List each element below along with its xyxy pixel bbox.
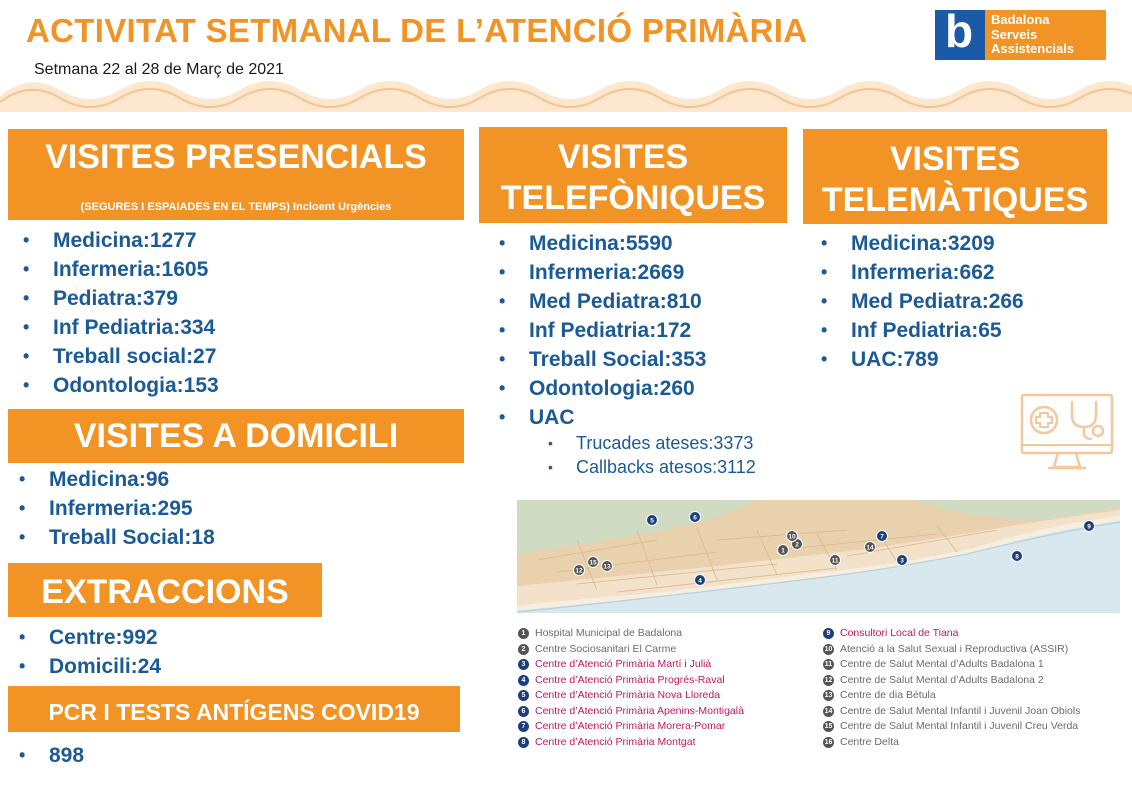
map-marker <box>865 542 876 553</box>
list-item: • UAC <box>499 403 706 432</box>
pcr-list <box>19 741 84 770</box>
svg-text:14: 14 <box>866 544 874 552</box>
list-item: • Odontologia:153 <box>23 371 219 400</box>
sub-list-item: • Trucades ateses:3373 <box>548 431 756 455</box>
list-item: • Domicili:24 <box>19 652 161 681</box>
uac-sublist <box>548 431 756 479</box>
legend-label: Centre Sociosanitari El Carme <box>535 642 677 655</box>
legend-item <box>518 626 744 642</box>
sub-list-item: • Callbacks atesos:3112 <box>548 455 756 479</box>
map-marker <box>690 512 701 523</box>
svg-text:3: 3 <box>900 557 904 565</box>
presencials-title: VISITES PRESENCIALS <box>45 138 427 176</box>
extraccions-title: EXTRACCIONS <box>41 573 289 611</box>
legend-item <box>518 673 744 689</box>
list-item: • Med Pediatra:810 <box>499 287 706 316</box>
pcr-header <box>8 686 460 732</box>
legend-number-icon: 1 <box>518 628 529 639</box>
list-item: • Medicina:5590 <box>499 229 706 258</box>
legend-item <box>823 704 1080 720</box>
page-title: ACTIVITAT SETMANAL DE L’ATENCIÓ PRIMÀRIA <box>26 12 808 49</box>
list-item: • Treball social:27 <box>23 342 219 371</box>
legend-label: Centre de Salut Mental d’Adults Badalona 1 <box>840 658 1044 670</box>
list-item: • Infermeria:2669 <box>499 258 706 287</box>
svg-text:7: 7 <box>880 533 884 541</box>
list-item: • Pediatra:379 <box>23 284 219 313</box>
legend-item <box>823 735 1080 751</box>
legend-item <box>518 719 744 735</box>
map-marker <box>695 575 706 586</box>
logo-text <box>991 13 1074 57</box>
svg-text:12: 12 <box>575 567 583 575</box>
logo-line-1: Badalona <box>991 12 1050 27</box>
legend-number-icon: 8 <box>518 737 529 748</box>
list-item: • Medicina:96 <box>19 465 215 494</box>
legend-label: Centre de Salut Mental Infantil i Juvenil Creu Verda <box>840 720 1079 732</box>
legend-number-icon: 3 <box>518 659 529 670</box>
legend-label: Centre d’Atenció Primària Morera-Pomar <box>535 720 726 732</box>
list-item: • Infermeria:295 <box>19 494 215 523</box>
list-item: • Infermeria:1605 <box>23 255 219 284</box>
legend-number-icon: 9 <box>823 628 834 639</box>
map-marker <box>602 561 613 572</box>
legend-item <box>823 642 1080 658</box>
svg-text:2: 2 <box>795 541 799 549</box>
legend-number-icon: 16 <box>824 738 833 746</box>
svg-text:8: 8 <box>1015 553 1019 561</box>
badalona-map <box>517 500 1120 613</box>
week-subtitle: Setmana 22 al 28 de Març de 2021 <box>34 61 284 78</box>
map-legend-left <box>518 626 744 750</box>
presencials-list <box>23 226 219 400</box>
legend-number-icon: 14 <box>824 707 833 715</box>
svg-text:6: 6 <box>693 514 697 522</box>
list-item: • Inf Pediatria:172 <box>499 316 706 345</box>
list-item: • Treball Social:353 <box>499 345 706 374</box>
badalona-logo-icon <box>935 5 985 60</box>
svg-text:11: 11 <box>831 557 839 565</box>
legend-label: Centre d’Atenció Primària Apenins-Montigalà <box>535 704 744 717</box>
list-item: • Medicina:3209 <box>821 229 1024 258</box>
decorative-waves <box>0 68 1132 112</box>
badalona-logo <box>935 5 1106 60</box>
telefoniques-title-line2: TELEFÒNIQUES <box>500 179 766 217</box>
telematiques-title-line1: VISITES <box>889 140 1021 178</box>
presencials-note: (SEGURES I ESPAIADES EN EL TEMPS) Incloent Urgències <box>80 201 392 213</box>
list-item: • 898 <box>19 741 84 770</box>
legend-item <box>518 642 744 658</box>
map-marker <box>588 557 599 568</box>
svg-text:10: 10 <box>788 533 796 541</box>
legend-label: Centre de Salut Mental Infantil i Juvenil Joan Obiols <box>840 704 1081 717</box>
list-item: • Inf Pediatria:334 <box>23 313 219 342</box>
extraccions-header <box>8 563 322 617</box>
map-marker <box>897 555 908 566</box>
list-item: • Med Pediatra:266 <box>821 287 1024 316</box>
presencials-header <box>8 129 464 220</box>
domicili-title: VISITES A DOMICILI <box>73 417 399 455</box>
list-item: • Medicina:1277 <box>23 226 219 255</box>
legend-label: Centre d’Atenció Primària Nova Lloreda <box>535 689 721 701</box>
map-legend-right <box>823 626 1080 750</box>
map-marker <box>830 555 841 566</box>
legend-label: Centre Delta <box>840 735 899 748</box>
legend-label: Consultori Local de Tiana <box>840 627 959 639</box>
legend-number-icon: 15 <box>824 723 833 730</box>
map-marker <box>574 565 585 576</box>
telefoniques-title-line1: VISITES <box>557 138 689 176</box>
legend-label: Hospital Municipal de Badalona <box>535 627 683 639</box>
map-marker <box>1084 521 1095 532</box>
legend-number-icon: 6 <box>518 706 529 717</box>
legend-label: Centre d’Atenció Primària Martí i Julià <box>535 658 712 670</box>
domicili-header <box>8 409 464 463</box>
logo-line-2: Serveis <box>991 26 1038 42</box>
svg-text:1: 1 <box>781 547 785 555</box>
legend-item <box>823 688 1080 704</box>
legend-number-icon: 5 <box>518 690 529 701</box>
legend-item <box>518 704 744 720</box>
list-item: • Infermeria:662 <box>821 258 1024 287</box>
logo-letter: b <box>945 5 974 57</box>
legend-item <box>823 719 1080 735</box>
legend-number-icon: 7 <box>518 721 529 732</box>
list-item: • Centre:992 <box>19 623 161 652</box>
legend-item <box>518 735 744 751</box>
map-marker <box>877 531 888 542</box>
legend-number-icon: 2 <box>518 644 529 655</box>
legend-label: Centre d’Atenció Primària Progrés-Raval <box>535 673 725 686</box>
legend-label: Centre d’Atenció Primària Montgat <box>535 735 696 748</box>
svg-text:15: 15 <box>589 559 597 567</box>
list-item: • UAC:789 <box>821 345 1024 374</box>
telematiques-title-line2: TELEMÀTIQUES <box>821 181 1089 219</box>
telematiques-list <box>821 229 1024 374</box>
map-marker <box>778 545 789 556</box>
svg-text:4: 4 <box>698 577 702 585</box>
extraccions-list <box>19 623 161 681</box>
legend-number-icon: 4 <box>518 675 529 686</box>
telematiques-header <box>803 129 1107 224</box>
legend-item <box>823 626 1080 642</box>
medical-monitor-icon <box>1020 393 1114 471</box>
legend-item <box>823 657 1080 673</box>
legend-number-icon: 13 <box>824 692 833 699</box>
legend-label: Centre de dia Bétula <box>840 689 936 701</box>
map-marker <box>787 531 798 542</box>
legend-number-icon: 10 <box>824 645 833 653</box>
domicili-list <box>19 465 215 552</box>
legend-item <box>823 673 1080 689</box>
list-item: • Odontologia:260 <box>499 374 706 403</box>
legend-item <box>518 688 744 704</box>
list-item: • Treball Social:18 <box>19 523 215 552</box>
pcr-title: PCR I TESTS ANTÍGENS COVID19 <box>48 699 420 725</box>
list-item: • Inf Pediatria:65 <box>821 316 1024 345</box>
telefoniques-header <box>479 127 787 223</box>
legend-number-icon: 12 <box>824 676 833 684</box>
logo-line-3: Assistencials <box>991 41 1075 56</box>
svg-text:9: 9 <box>1087 523 1091 531</box>
svg-text:13: 13 <box>603 563 611 571</box>
map-marker <box>1012 551 1023 562</box>
legend-number-icon: 11 <box>824 661 833 668</box>
svg-text:5: 5 <box>650 517 654 525</box>
legend-label: Atenció a la Salut Sexual i Reproductiva (ASSIR) <box>840 642 1069 655</box>
telefoniques-list <box>499 229 706 432</box>
map-marker <box>647 515 658 526</box>
legend-item <box>518 657 744 673</box>
legend-label: Centre de Salut Mental d’Adults Badalona 2 <box>840 673 1044 686</box>
